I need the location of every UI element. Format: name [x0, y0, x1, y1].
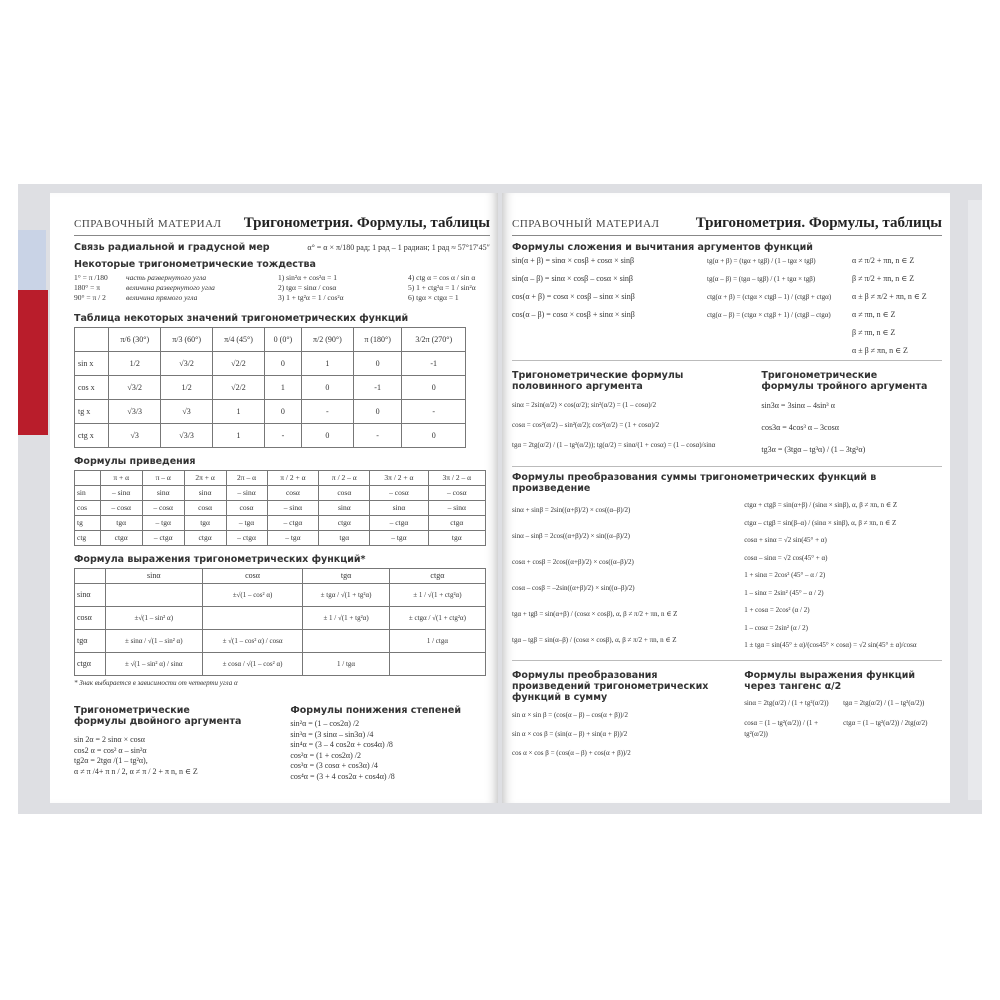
formula-line: ctgα – ctgβ = sin(β–α) / (sinα × sinβ), α, β ≠ πn, n ∈ Z [744, 518, 897, 527]
formula-line: sin(α – β) = sinα × cosβ – cosα × sinβ [512, 274, 633, 283]
half-argument-section [512, 365, 753, 461]
formula-line: cos⁴α = (3 + 4 cos2α + cos4α) /8 [290, 771, 395, 781]
formula-line: α ≠ π /4+ π n / 2, α ≠ π / 2 + π n, n ∈ Z [74, 766, 198, 776]
section-title: Формулы выражения функций через тангенс α/2 [744, 669, 916, 692]
formula-line: tgα = 2tg(α/2) / (1 – tg²(α/2)) [843, 698, 925, 707]
identity-cell: 5) 1 + ctg²α = 1 / sin²α [408, 282, 476, 292]
section-title: Формулы преобразования суммы тригонометрических функций в произведение [512, 472, 877, 494]
condition: α ≠ π/2 + πn, n ∈ Z [852, 256, 915, 265]
product-tangent-sections [512, 665, 942, 763]
formula-line: cosα – cosβ = –2sin((α+β)/2) × sin((α–β)/2) [512, 584, 635, 592]
formula-line: sinα = 2sin(α/2) × cos(α/2); sin²(α/2) = (1 – cosα)/2 [512, 401, 657, 409]
formula-line: 1 + sinα = 2cos² (45° – α / 2) [744, 571, 826, 579]
table-row: ctg ctgα – ctgα ctgα – ctgα – tgα tgα – tgα tgα [75, 530, 486, 545]
formula-line: tgα = 2tg(α/2) / (1 – tg²(α/2)); tg(α/2) = sinα/(1 + cosα) = (1 – cosα)/sinα [512, 441, 716, 449]
section-title: Тригонометрические формулы двойного аргумента [74, 705, 242, 727]
header-title: Тригонометрия. Формулы, таблицы [243, 215, 490, 231]
section-title: Тригонометрические формулы тройного аргумента [761, 370, 928, 392]
formula-line: sin 2α = 2 sinα × cosα [74, 735, 145, 744]
formula-line: cos(α + β) = cosα × cosβ – sinα × sinβ [512, 292, 635, 301]
table-row: sin x 1/2 √3/2 √2/2 0 1 0 -1 [75, 351, 466, 375]
identity-cell: 90° = π / 2 [74, 292, 106, 302]
formula-line: sinα = 2tg(α/2) / (1 + tg²(α/2)) [744, 698, 829, 707]
identity-cell: 2) tgα = sinα / cosα [278, 282, 337, 292]
divider [512, 360, 942, 361]
formula-line: cos α × cos β = (cos(α – β) + cos(α + β))/2 [512, 748, 631, 757]
page-header [512, 215, 942, 236]
radian-formula: α° = α × π/180 рад; 1 рад – 1 радиан; 1 рад ≈ 57°17′45″ [307, 243, 490, 252]
identity-cell: 1° = π /180 [74, 272, 108, 282]
formula-line: 1 – cosα = 2sin² (α / 2) [744, 623, 808, 632]
header-title: Тригонометрия. Формулы, таблицы [695, 215, 942, 231]
double-argument-section [74, 700, 274, 782]
section-title: Таблица некоторых значений тригонометрических функций [74, 312, 409, 324]
tangent-formulas [744, 698, 942, 740]
product-to-sum-section [512, 665, 740, 763]
formula-line: cosα + cosβ = 2cos((α+β)/2) × cos((α–β)/2) [512, 558, 634, 566]
triple-argument-section [761, 365, 942, 461]
table-row: sin – sinα sinα sinα – sinα cosα cosα – cosα – cosα [75, 485, 486, 500]
formula-line: 1 ± tgα = sin(45° ± α)/(cos45° × cosα) = √2 sin(45° ± α)/cosα [744, 641, 917, 649]
power-reduction-section [290, 700, 490, 782]
formula-line: tg(α – β) = (tgα – tgβ) / (1 + tgα × tgβ) [707, 274, 816, 283]
formula-line: cosα = cos²(α/2) – sin²(α/2); cos²(α/2) = (1 + cosα)/2 [512, 421, 660, 429]
identity-cell: 180° = π [74, 282, 101, 292]
table-row: cos – cosα – cosα cosα cosα – sinα sinα sinα – sinα [75, 500, 486, 515]
divider [512, 660, 942, 661]
condition: α ≠ πn, n ∈ Z [852, 310, 896, 319]
formula-line: sin α × sin β = (cos(α – β) – cos(α + β))/2 [512, 710, 628, 719]
identity-cell: величина прямого угла [126, 292, 198, 302]
section-title: Формулы сложения и вычитания аргументов функций [512, 242, 813, 253]
radian-section [74, 242, 490, 254]
header-small: СПРАВОЧНЫЙ МАТЕРИАЛ [512, 218, 660, 230]
identity-cell: 4) ctg α = cos α / sin α [408, 272, 476, 282]
formula-line: sin⁴α = (3 – 4 cos2α + cos4α) /8 [290, 740, 393, 749]
formula-line: tg2α = 2tgα /(1 – tg²α), [74, 756, 148, 765]
section-title: Формулы преобразования произведений тригонометрических функций в сумму [512, 669, 709, 703]
formula-line: 1 – sinα = 2sin² (45° – α / 2) [744, 588, 824, 597]
table-header: sinα cosα tgα ctgα [75, 568, 486, 583]
formula-line: sin²α = (1 – cos2α) /2 [290, 719, 360, 728]
identity-cell: часть развернутого угла [126, 272, 207, 282]
table-header: π + α π – α 2π + α 2π – α π / 2 + α π / 2 – α 3π / 2 + α 3π / 2 – α [75, 470, 486, 485]
sum-left-column [512, 497, 740, 655]
identity-cell: 3) 1 + tg²α = 1 / cos²α [278, 292, 344, 302]
condition: β ≠ πn, n ∈ Z [852, 328, 896, 337]
section-title: Формулы приведения [74, 455, 196, 467]
formula-line: ctgα = (1 – tg²(α/2)) / 2tg(α/2) [843, 719, 928, 727]
header-small: СПРАВОЧНЫЙ МАТЕРИАЛ [74, 218, 222, 230]
formula-line: cos²α = (1 + cos2α) /2 [290, 750, 362, 760]
formula-line: cos2 α = cos² α – sin²α [74, 745, 147, 755]
formula-line: tgα – tgβ = sin(α–β) / (cosα × cosβ), α, β ≠ π/2 + πn, n ∈ Z [512, 636, 677, 644]
section-title: Связь радиальной и градусной мер [74, 242, 270, 253]
expression-table [74, 568, 486, 676]
formula-line: cos3α = 4cos³ α – 3cosα [761, 423, 839, 432]
formula-line: ctg(α – β) = (ctgα × ctgβ + 1) / (ctgβ – ctgα) [707, 310, 831, 319]
condition: β ≠ π/2 + πn, n ∈ Z [852, 274, 915, 283]
cover-graphic-blue [18, 230, 46, 290]
section-title: Формулы понижения степеней [290, 705, 461, 716]
table-row: tgα ± sinα / √(1 – sin² α) ± √(1 – cos² α) / cosα 1 / ctgα [75, 629, 486, 652]
formula-line: sin(α + β) = sinα × cosβ + cosα × sinβ [512, 256, 635, 265]
section-title: Некоторые тригонометрические тождества [74, 258, 316, 270]
reduction-table [74, 470, 486, 546]
formula-line: sinα + sinβ = 2sin((α+β)/2) × cos((α–β)/2) [512, 506, 631, 514]
addition-formulas [512, 256, 942, 355]
table-row: ctgα ± √(1 – sin² α) / sinα ± cosα / √(1 – cos² α) 1 / tgα [75, 652, 486, 675]
section-title: Формула выражения тригонометрических функций* [74, 553, 366, 565]
sum-to-product [512, 497, 942, 655]
formula-line: ctg(α + β) = (ctgα × ctgβ – 1) / (ctgβ + ctgα) [707, 292, 832, 301]
identity-cell: 6) tgα × ctgα = 1 [408, 292, 459, 302]
divider [512, 466, 942, 467]
section-title: Тригонометрические формулы половинного аргумента [512, 370, 684, 392]
formula-line: cosα = (1 – tg²(α/2)) / (1 + tg²(α/2)) [744, 719, 819, 738]
formula-line: cos(α – β) = cosα × cosβ + sinα × sinβ [512, 310, 635, 319]
table-row: tg x √3/3 √3 1 0 - 0 - [75, 399, 466, 423]
formula-line: cosα + sinα = √2 sin(45° + α) [744, 536, 827, 544]
formula-line: tg3α = (3tgα – tg³α) / (1 – 3tg²α) [761, 445, 866, 454]
half-triple-sections [512, 365, 942, 461]
left-page [50, 193, 498, 803]
identity-cell: 1) sin²α + cos²α = 1 [278, 272, 337, 282]
right-page [502, 193, 950, 803]
formula-line: sinα – sinβ = 2cos((α+β)/2) × sin((α–β)/2) [512, 532, 630, 540]
formula-line: cos³α = (3 cosα + cos3α) /4 [290, 761, 378, 770]
condition: α ± β ≠ πn, n ∈ Z [852, 346, 908, 355]
tangent-half-section [744, 665, 942, 763]
formula-line: tg(α + β) = (tgα + tgβ) / (1 – tgα × tgβ) [707, 256, 816, 265]
table-row: sinα ±√(1 – cos² α) ± tgα / √(1 + tg²α) ± 1 / √(1 + ctg²α) [75, 583, 486, 606]
page-header [74, 215, 490, 236]
table-header: π/6 (30°) π/3 (60°) π/4 (45°) 0 (0°) π/2 (90°) π (180°) 3/2π (270°) [75, 327, 466, 351]
values-table [74, 327, 466, 448]
sum-right-column [744, 497, 942, 655]
table-row: ctg x √3 √3/3 1 - 0 - 0 [75, 423, 466, 447]
bottom-sections [74, 700, 490, 782]
formula-line: cosα – sinα = √2 cos(45° + α) [744, 553, 828, 562]
identities [74, 273, 490, 303]
cover-graphic-red [18, 290, 48, 435]
footnote: * Знак выбирается в зависимости от четверти угла α [74, 678, 238, 687]
formula-line: 1 + cosα = 2cos² (α / 2) [744, 606, 810, 614]
formula-line: ctgα + ctgβ = sin(α+β) / (sinα × sinβ), α, β ≠ πn, n ∈ Z [744, 501, 898, 509]
formula-line: sin3α = 3sinα – 4sin³ α [761, 401, 835, 410]
formula-line: tgα + tgβ = sin(α+β) / (cosα × cosβ), α, β ≠ π/2 + πn, n ∈ Z [512, 610, 678, 618]
formula-line: sin³α = (3 sinα – sin3α) /4 [290, 729, 374, 739]
identity-cell: величина развернутого угла [126, 282, 215, 292]
formula-line: sin α × cos β = (sin(α – β) + sin(α + β))/2 [512, 729, 628, 738]
table-row: cos x √3/2 1/2 √2/2 1 0 -1 0 [75, 375, 466, 399]
table-row: cosα ±√(1 – sin² α) ± 1 / √(1 + tg²α) ± ctgα / √(1 + ctg²α) [75, 606, 486, 629]
cover-edge [968, 200, 982, 800]
table-row: tg tgα – tgα tgα – tgα – ctgα ctgα – ctgα ctgα [75, 515, 486, 530]
condition: α ± β ≠ π/2 + πn, n ∈ Z [852, 292, 927, 301]
